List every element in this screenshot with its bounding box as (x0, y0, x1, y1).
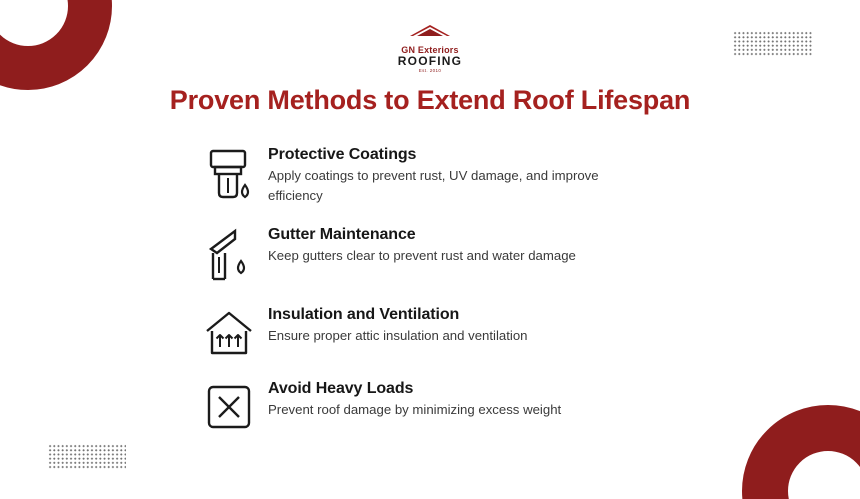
list-item-text (268, 377, 561, 420)
list-item-title: Avoid Heavy Loads (268, 380, 414, 397)
house-ventilation-icon (190, 303, 268, 363)
brand-logo (0, 24, 860, 74)
list-item-description: Prevent roof damage by minimizing excess weight (268, 402, 562, 417)
list-item-text (268, 143, 618, 206)
list-item-title: Insulation and Ventilation (268, 306, 460, 323)
brand-name: GN Exteriors (401, 45, 459, 55)
page-title: Proven Methods to Extend Roof Lifespan (169, 85, 691, 115)
list-item (190, 223, 710, 289)
no-heavy-load-icon (190, 377, 268, 433)
list-item-description: Ensure proper attic insulation and ventilation (268, 328, 528, 343)
methods-list (190, 143, 710, 447)
paint-brush-icon (190, 143, 268, 209)
roof-logo-icon (407, 24, 453, 47)
list-item-description: Apply coatings to prevent rust, UV damage, and improve efficiency (268, 168, 599, 203)
brand-subtitle: ROOFING (397, 54, 463, 68)
dot-grid-bottom-left (48, 444, 126, 469)
list-item-title: Gutter Maintenance (268, 226, 416, 243)
list-item-description: Keep gutters clear to prevent rust and water damage (268, 248, 576, 263)
list-item (190, 143, 710, 209)
decorative-arc-bottom-right (742, 405, 860, 499)
gutter-icon (190, 223, 268, 289)
list-item (190, 377, 710, 433)
list-item-text (268, 303, 528, 346)
list-item (190, 303, 710, 363)
brand-established: Est. 2010 (418, 68, 442, 73)
list-item-title: Protective Coatings (268, 146, 417, 163)
list-item-text (268, 223, 576, 266)
